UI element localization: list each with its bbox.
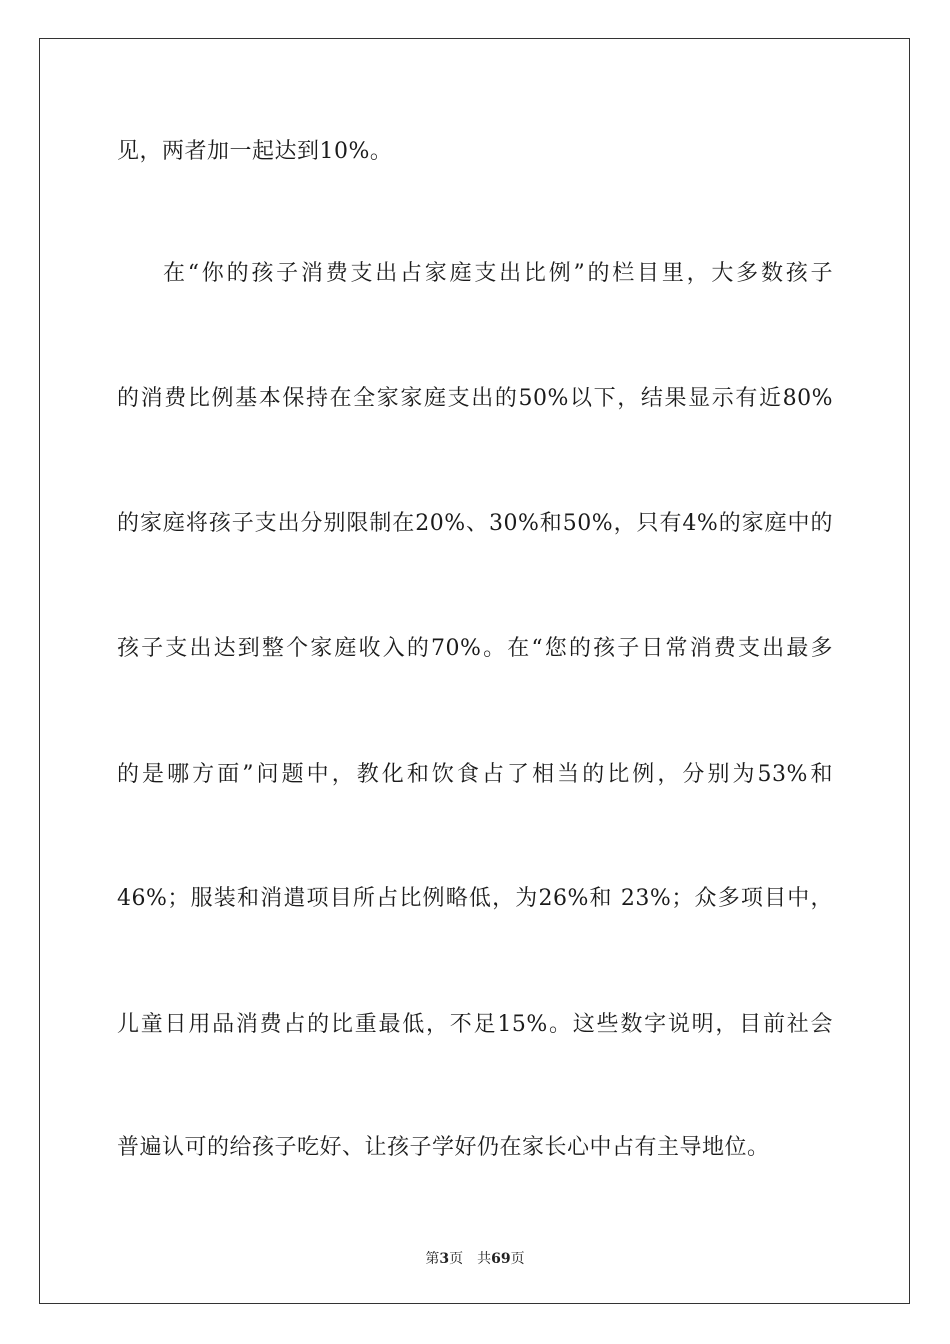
text-line: 见，两者加一起达到10%。	[117, 139, 393, 164]
page-prefix: 第	[425, 1251, 440, 1267]
total-suffix: 页	[510, 1251, 525, 1267]
text-line: 46%；服装和消遣项目所占比例略低，为26%和 23%；众多项目中，	[117, 886, 833, 911]
text-line: 的是哪方面”问题中，教化和饮食占了相当的比例，分别为53%和	[117, 762, 833, 787]
total-prefix: 共	[477, 1251, 492, 1267]
text-line: 孩子支出达到整个家庭收入的70%。在“您的孩子日常消费支出最多	[117, 636, 833, 661]
page-border	[39, 38, 910, 1304]
text-line: 的消费比例基本保持在全家家庭支出的50%以下，结果显示有近80%	[117, 386, 833, 411]
text-line: 普遍认可的给孩子吃好、让孩子学好仍在家长心中占有主导地位。	[117, 1135, 770, 1160]
text-line: 在“你的孩子消费支出占家庭支出比例”的栏目里，大多数孩子	[163, 261, 833, 286]
text-line: 的家庭将孩子支出分别限制在20%、30%和50%，只有4%的家庭中的	[117, 511, 833, 536]
page-suffix: 页	[449, 1251, 464, 1267]
total-pages: 69	[491, 1251, 511, 1267]
page-footer	[0, 1250, 950, 1268]
page-number: 3	[439, 1251, 450, 1267]
text-line: 儿童日用品消费占的比重最低，不足15%。这些数字说明，目前社会	[117, 1012, 833, 1037]
